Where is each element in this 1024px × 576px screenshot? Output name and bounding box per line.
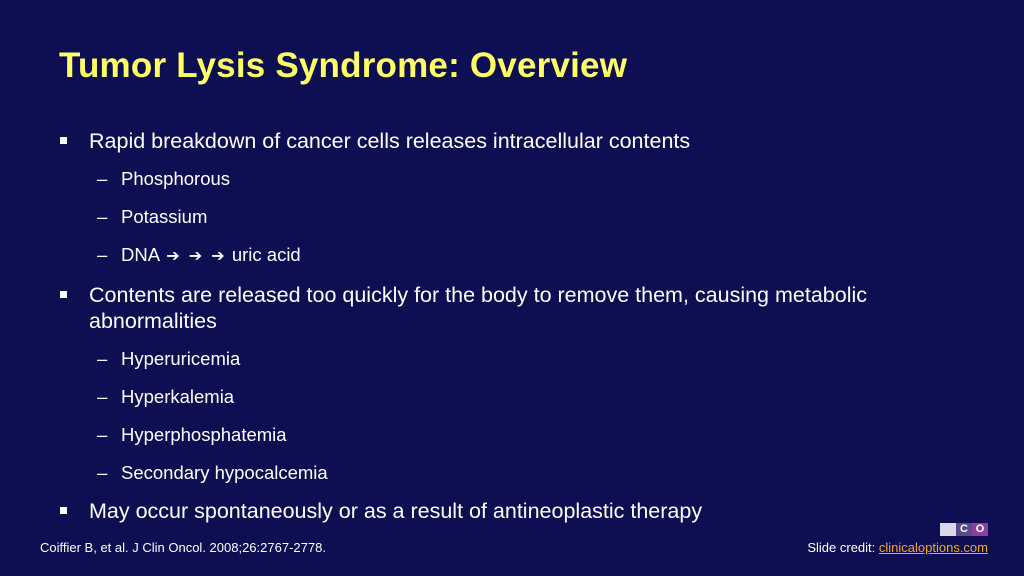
slide-credit	[807, 540, 988, 555]
logo-letter: O	[972, 523, 988, 536]
square-bullet-icon	[60, 291, 67, 298]
sub-bullet-item	[59, 424, 979, 446]
sub-bullet-item	[59, 206, 979, 228]
uric-acid-label: uric acid	[231, 244, 301, 265]
sub-bullet-text: Hyperphosphatemia	[121, 424, 287, 445]
bullet-text: May occur spontaneously or as a result of antineoplastic therapy	[89, 499, 703, 523]
dash-marker: –	[97, 348, 108, 369]
square-bullet-icon	[60, 507, 67, 514]
dash-marker: –	[97, 462, 108, 483]
bullet-list	[59, 128, 979, 524]
sub-bullet-item	[59, 168, 979, 190]
citation: Coiffier B, et al. J Clin Oncol. 2008;26:2767-2778.	[40, 540, 326, 555]
sub-bullet-item	[59, 348, 979, 370]
dash-marker: –	[97, 244, 108, 265]
bullet-text: Rapid breakdown of cancer cells releases intracellular contents	[89, 129, 691, 153]
square-bullet-icon	[60, 137, 67, 144]
cco-logo	[940, 523, 988, 536]
arrow-right-icon: ➔	[166, 248, 180, 265]
sub-bullet-item	[59, 386, 979, 408]
bullet-item	[59, 128, 979, 154]
dash-marker: –	[97, 424, 108, 445]
sub-bullet-text: Phosphorous	[121, 168, 231, 189]
sub-bullet-text: Secondary hypocalcemia	[121, 462, 328, 483]
arrow-right-icon: ➔	[211, 248, 225, 265]
sub-bullet-text: Potassium	[121, 206, 208, 227]
dash-marker: –	[97, 206, 108, 227]
dash-marker: –	[97, 168, 108, 189]
clinicaloptions-link[interactable]: clinicaloptions.com	[878, 540, 988, 555]
bullet-item	[59, 282, 979, 334]
logo-letter: C	[956, 523, 972, 536]
logo-letter: C	[940, 523, 956, 536]
slide-credit-label: Slide credit:	[807, 540, 879, 555]
sub-bullet-text: Hyperkalemia	[121, 386, 235, 407]
bullet-item	[59, 498, 979, 524]
dna-label: DNA	[121, 244, 160, 265]
sub-bullet-item	[59, 462, 979, 484]
sub-bullet-text: Hyperuricemia	[121, 348, 241, 369]
slide-title: Tumor Lysis Syndrome: Overview	[59, 46, 628, 85]
arrow-right-icon: ➔	[188, 248, 203, 265]
sub-bullet-item-dna	[59, 244, 979, 268]
dash-marker: –	[97, 386, 108, 407]
bullet-text: Contents are released too quickly for the body to remove them, causing metabolic abnormalities	[89, 283, 867, 333]
